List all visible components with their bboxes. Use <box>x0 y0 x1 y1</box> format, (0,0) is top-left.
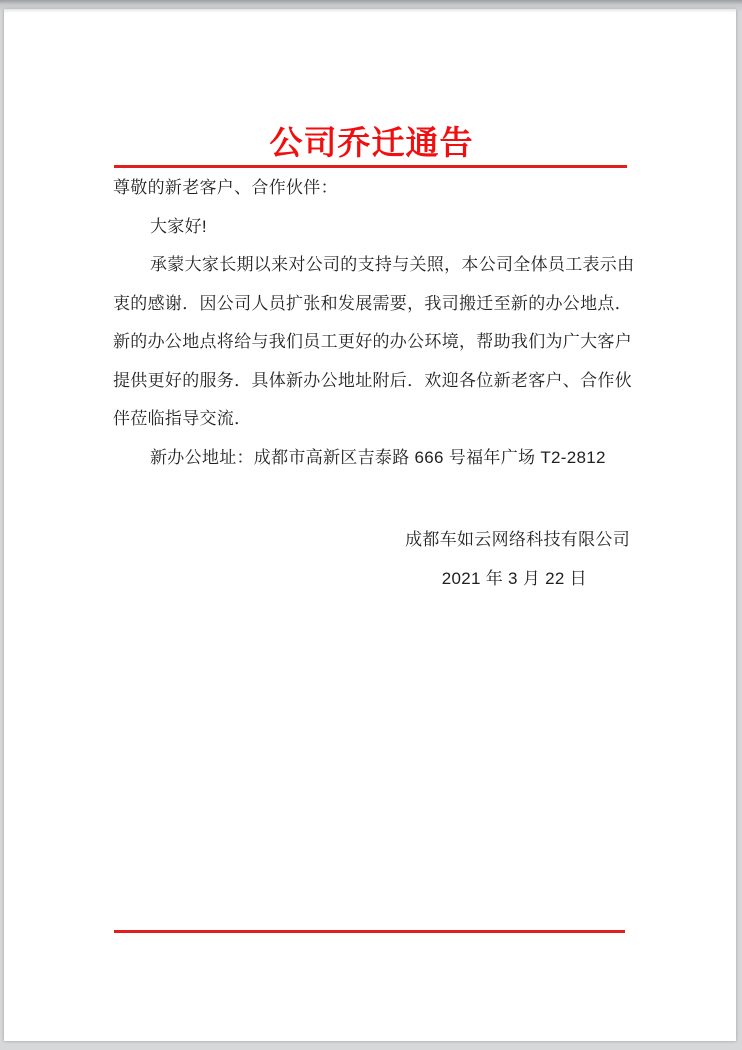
salutation-line: 大家好! <box>150 216 207 236</box>
paragraph-line: 衷的感谢．因公司人员扩张和发展需要，我司搬迁至新的办公地点． <box>113 293 632 313</box>
signature-block <box>405 521 630 598</box>
address-line: 新办公地址：成都市高新区吉泰路 666 号福年广场 T2-2812 <box>150 447 606 467</box>
notice-title: 公司乔迁通告 <box>269 124 474 162</box>
company-name: 成都车如云网络科技有限公司 <box>405 530 630 549</box>
greeting-line: 尊敬的新老客户、合作伙伴： <box>113 178 338 197</box>
bottom-rule <box>114 930 625 933</box>
notice-date: 2021 年 3 月 22 日 <box>441 568 587 588</box>
notice-body <box>113 169 633 477</box>
paragraph-line: 新的办公地点将给与我们员工更好的办公环境，帮助我们为广大客户 <box>113 332 632 351</box>
paragraph-line: 提供更好的服务．具体新办公地址附后．欢迎各位新老客户、合作伙 <box>113 370 632 390</box>
paragraph-line: 承蒙大家长期以来对公司的支持与关照，本公司全体员工表示由 <box>150 255 635 274</box>
document-page <box>4 9 736 1041</box>
paragraph-line: 伴莅临指导交流． <box>113 409 252 428</box>
title-underline-rule <box>114 165 627 168</box>
